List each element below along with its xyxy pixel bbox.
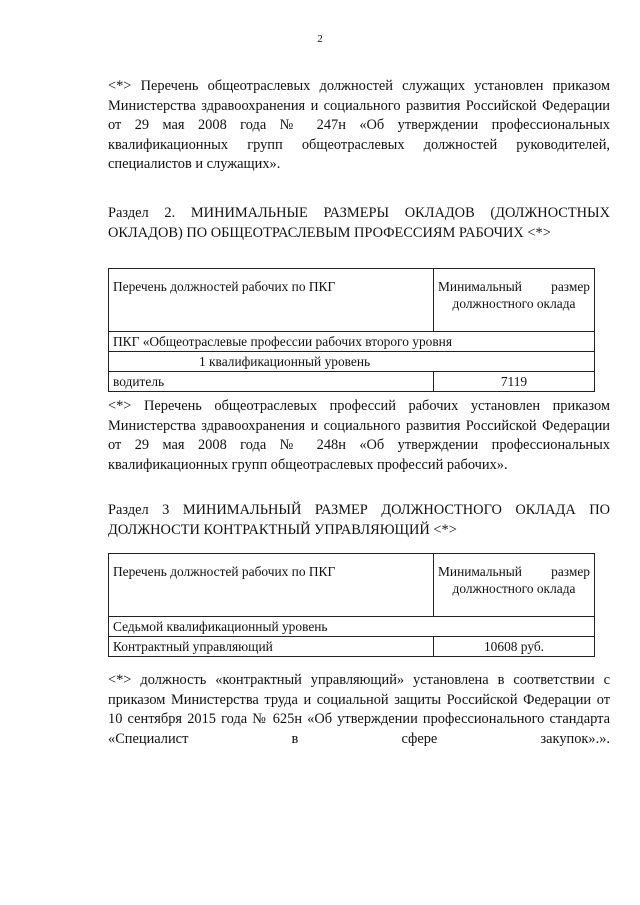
column-header-min-salary: Минимальный размер должностного оклада	[434, 269, 595, 332]
table-row	[109, 617, 595, 637]
salary-value: 10608 руб.	[434, 637, 595, 657]
table-row	[109, 372, 595, 392]
section-2-title: Раздел 2. МИНИМАЛЬНЫЕ РАЗМЕРЫ ОКЛАДОВ (ДОЛЖНОСТНЫХ ОКЛАДОВ) ПО ОБЩЕОТРАСЛЕВЫМ ПРОФЕССИЯМ РАБОЧИХ <*>	[108, 205, 610, 241]
footnote-paragraph-1: <*> Перечень общеотраслевых должностей служащих установлен приказом Министерства здравоохранения и социального развития Российской Федерации от 29 мая 2008 года № 247н «Об утверждении профессиональных квалификационных групп общеотраслевых должностей руководителей, специалистов и служащих».	[108, 78, 610, 172]
pkg-group-label: ПКГ «Общеотраслевые профессии рабочих второго уровня	[109, 332, 595, 352]
column-header-min-salary: Минимальный размер должностного оклада	[434, 554, 595, 617]
section-3-table	[108, 553, 595, 657]
section-2-table	[108, 268, 595, 392]
table-row	[109, 637, 595, 657]
position-name: Контрактный управляющий	[109, 637, 434, 657]
column-header-positions: Перечень должностей рабочих по ПКГ	[109, 554, 434, 617]
footnote-paragraph-2: <*> Перечень общеотраслевых профессий рабочих установлен приказом Министерства здравоохранения и социального развития Российской Федерации от 29 мая 2008 года № 248н «Об утверждении профессиональных квалификационных групп общеотраслевых профессий рабочих».	[108, 398, 610, 473]
qualification-level-label: 1 квалификационный уровень	[109, 352, 595, 372]
qualification-level-label: Седьмой квалификационный уровень	[109, 617, 595, 637]
table-header-row	[109, 269, 595, 332]
table-row	[109, 352, 595, 372]
column-header-positions: Перечень должностей рабочих по ПКГ	[109, 269, 434, 332]
footnote-paragraph-3: <*> должность «контрактный управляющий» установлена в соответствии с приказом Министерства труда и социальной защиты Российской Федерации от 10 сентября 2015 года № 625н «Об утверждении профессионального стандарта «Специалист в сфере закупок».».	[108, 672, 610, 747]
position-name: водитель	[109, 372, 434, 392]
page-number: 2	[317, 33, 323, 45]
section-3-title: Раздел 3 МИНИМАЛЬНЫЙ РАЗМЕР ДОЛЖНОСТНОГО ОКЛАДА ПО ДОЛЖНОСТИ КОНТРАКТНЫЙ УПРАВЛЯЮЩИЙ <*>	[108, 502, 610, 538]
salary-value: 7119	[434, 372, 595, 392]
table-header-row	[109, 554, 595, 617]
table-row	[109, 332, 595, 352]
